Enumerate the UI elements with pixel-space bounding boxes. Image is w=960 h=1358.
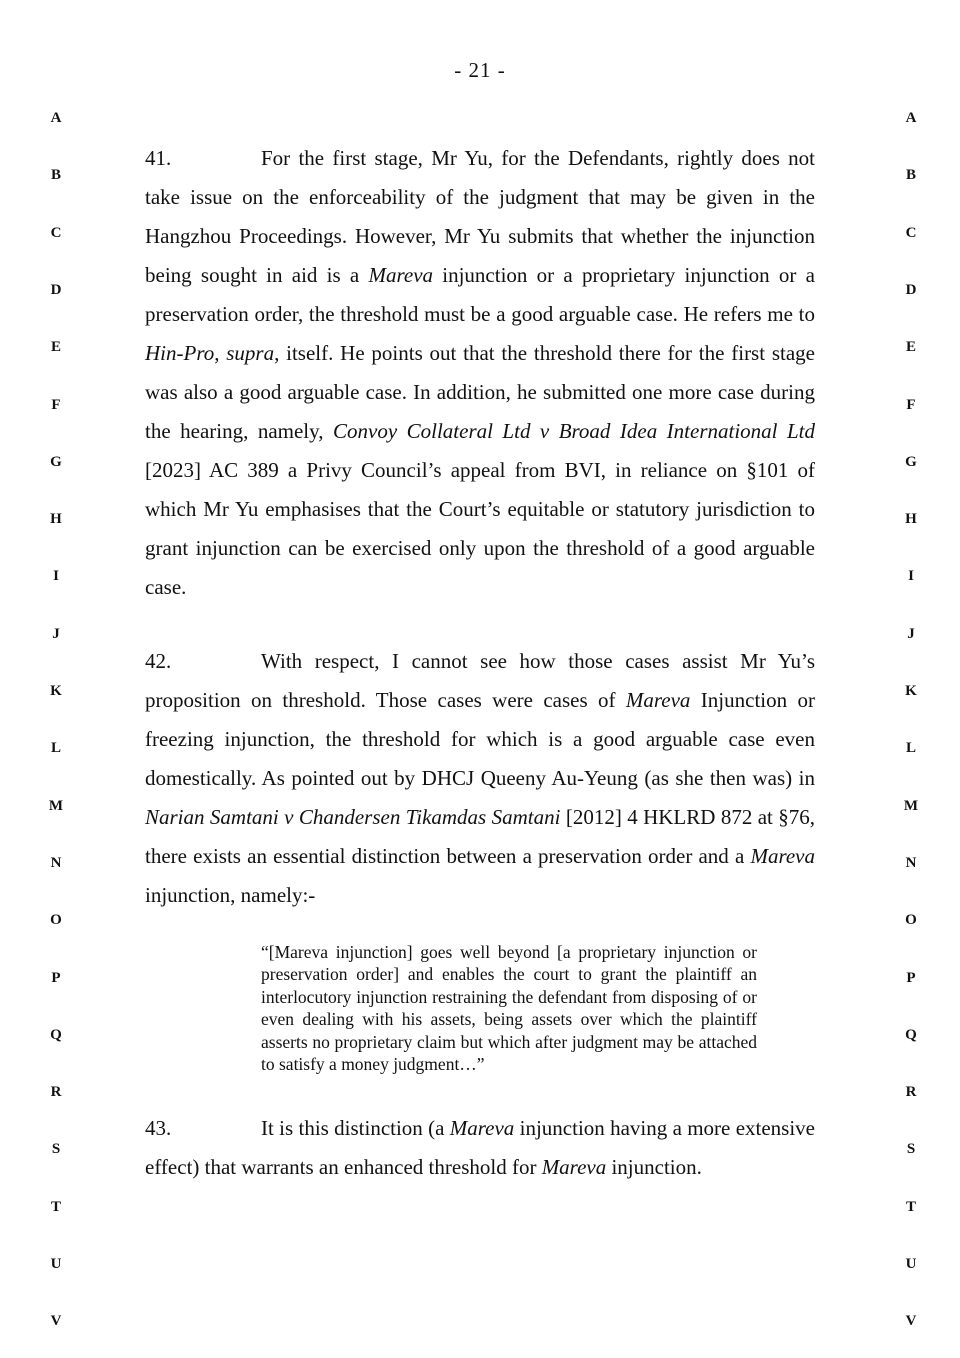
left-margin-letter-f: F (51, 396, 61, 413)
paragraph-text: injunction having a more extensive effect) that warrants an enhanced threshold for (145, 1116, 815, 1179)
left-margin-letter-j: J (52, 625, 60, 642)
left-margin-letter-h: H (50, 511, 62, 528)
paragraph-43 (145, 1109, 815, 1187)
paragraph-text: injunction, namely:- (145, 883, 316, 907)
left-margin-letter-k: K (50, 683, 62, 699)
left-margin-letter-r: R (50, 1084, 62, 1101)
right-margin-letter-c: C (905, 224, 917, 241)
paragraph-text: [2023] AC 389 a Privy Council’s appeal from BVI, in reliance on §101 of which Mr Yu emphasises that the Court’s equitable or statutory jurisdiction to grant injunction can be exercised only upon the threshold of a good arguable case. (145, 458, 815, 599)
right-margin-letter-f: F (906, 396, 916, 413)
left-margin-letter-o: O (50, 912, 62, 929)
block-quote: “[Mareva injunction] goes well beyond [a proprietary injunction or preservation order] and enables the court to grant the plaintiff an interlocutory injunction restraining the defendant from disposing of or even dealing with his assets, being assets over which the plaintiff asserts no proprietary claim but which after judgment may be attached to satisfy a money judgment…” (261, 942, 757, 1075)
case-name: Mareva (449, 1116, 515, 1140)
left-margin-letters (44, 0, 68, 1358)
left-margin-letter-d: D (50, 281, 62, 298)
left-margin-letter-v: V (50, 1313, 62, 1330)
left-margin-letter-n: N (50, 854, 62, 871)
paragraph-text: For the first stage, Mr Yu, for the Defendants, rightly does not take issue on the enforceability of the judgment that may be given in the Hangzhou Proceedings. However, Mr Yu submits that whether the injunction being sought in aid is a (145, 146, 815, 287)
left-margin-letter-e: E (50, 339, 61, 356)
left-margin-letter-s: S (51, 1141, 61, 1158)
paragraph-text: , itself. He points out that the threshold there for the first stage was also a good arguable case. In addition, he submitted one more case during the hearing, namely, (145, 341, 815, 443)
right-margin-letter-q: Q (905, 1026, 917, 1043)
case-name: Hin-Pro (145, 341, 215, 365)
right-margin-letter-p: P (906, 969, 916, 986)
left-margin-letter-c: C (50, 224, 62, 241)
case-name: Narian Samtani v Chandersen Tikamdas Samtani (145, 805, 561, 829)
right-margin-letter-k: K (905, 683, 917, 699)
right-margin-letter-t: T (905, 1198, 916, 1215)
right-margin-letter-g: G (905, 453, 917, 470)
right-margin-letter-j: J (907, 625, 915, 642)
case-name: Mareva (368, 263, 434, 287)
paragraph-number: 43. (145, 1116, 172, 1140)
left-margin-letter-q: Q (50, 1026, 62, 1043)
paragraph-text: , (214, 341, 227, 365)
right-margin-letter-v: V (905, 1313, 917, 1330)
left-margin-letter-p: P (51, 969, 61, 986)
left-margin-letter-u: U (50, 1256, 62, 1272)
right-margin-letters (899, 0, 923, 1358)
right-margin-letter-e: E (905, 339, 916, 356)
paragraph-text: With respect, I cannot see how those cases assist Mr Yu’s proposition on threshold. Those cases were cases of (145, 649, 815, 712)
right-margin-letter-m: M (903, 797, 919, 814)
case-name: Mareva (541, 1155, 607, 1179)
left-margin-letter-b: B (50, 167, 61, 184)
paragraph-number: 41. (145, 146, 172, 170)
paragraph-42 (145, 642, 815, 915)
right-margin-letter-i: I (908, 568, 914, 585)
latin-term: supra (226, 341, 275, 365)
right-margin-letter-d: D (905, 281, 917, 298)
case-name: Convoy Collateral Ltd v Broad Idea International Ltd (333, 419, 815, 443)
case-name: Mareva (625, 688, 691, 712)
left-margin-letter-t: T (50, 1198, 61, 1215)
paragraph-text: It is this distinction (a (261, 1116, 450, 1140)
right-margin-letter-n: N (905, 854, 917, 871)
left-margin-letter-m: M (48, 797, 64, 814)
right-margin-letter-o: O (905, 912, 917, 929)
right-margin-letter-h: H (905, 511, 917, 528)
right-margin-letter-a: A (905, 110, 917, 126)
paragraph-text: Injunction or freezing injunction, the threshold for which is a good arguable case even domestically. As pointed out by DHCJ Queeny Au-Yeung (as she then was) in (145, 688, 815, 790)
right-margin-letter-l: L (905, 740, 916, 757)
left-margin-letter-a: A (50, 110, 62, 126)
left-margin-letter-l: L (50, 740, 61, 757)
right-margin-letter-u: U (905, 1256, 917, 1272)
right-margin-letter-b: B (905, 167, 916, 184)
right-margin-letter-s: S (906, 1141, 916, 1158)
right-margin-letter-r: R (905, 1084, 917, 1101)
paragraph-text: injunction. (606, 1155, 702, 1179)
left-margin-letter-g: G (50, 453, 62, 470)
paragraph-text: injunction or a proprietary injunction or a preservation order, the threshold must be a good arguable case. He refers me to (145, 263, 815, 326)
paragraph-41 (145, 139, 815, 607)
case-name: Mareva (750, 844, 815, 868)
paragraph-number: 42. (145, 649, 172, 673)
page-number: - 21 - (454, 58, 506, 82)
left-margin-letter-i: I (53, 568, 59, 585)
paragraph-text: [2012] 4 HKLRD 872 at §76, there exists an essential distinction between a preservation order and a (145, 805, 815, 868)
